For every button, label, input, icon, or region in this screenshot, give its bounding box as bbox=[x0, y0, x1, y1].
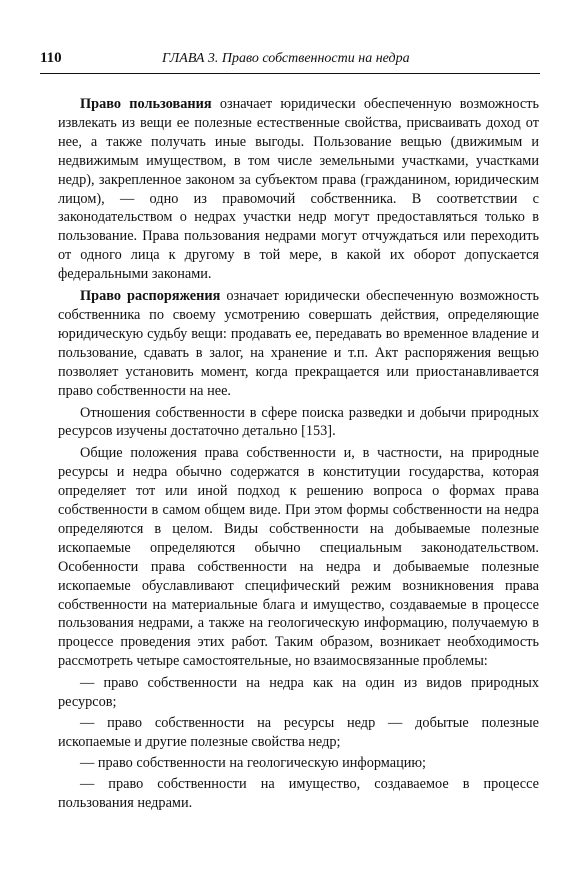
paragraph-disposal-right bbox=[58, 287, 539, 400]
list-item: — право собственности на имущество, создаваемое в процессе пользования недрами. bbox=[58, 775, 539, 811]
running-head: ГЛАВА 3. Право собственности на недра bbox=[162, 51, 410, 66]
term-usage-right: Право пользования bbox=[80, 96, 212, 112]
page-number: 110 bbox=[40, 50, 62, 66]
page-header bbox=[40, 50, 540, 70]
list-item: — право собственности на геологическую информацию; bbox=[80, 754, 427, 771]
body-text bbox=[58, 95, 539, 815]
paragraph-text: означает юридически обеспеченную возможность собственника по своему усмотрению совершать действия, определяющие юридическую судьбу вещи: продавать ее, передавать во временное владение и пользование, сдавать в залог, на хранение и т.п. Акт распоряжения вещью позволяет установить момент, когда прекращается или приостанавливается право собственности на нее. bbox=[58, 288, 539, 399]
paragraph-text: означает юридически обеспеченную возможность извлекать из вещи ее полезные естественные свойства, присваивать доход от нее, а также получать иные выгоды. Пользование вещью (движимым и недвижимым имуществом, в том числе земельными участками, участками недр), закрепленное законом за субъектом права (гражданином, юридическим лицом), — одно из правомочий собственника. В соответствии с законодательством о недрах участки недр могут предоставляться только в пользование. Права пользования недрами могут отчуждаться или переходить от одного лица к другому в той мере, в какой их оборот допускается федеральными законами. bbox=[58, 96, 539, 283]
paragraph-property-relations: Отношения собственности в сфере поиска разведки и добычи природных ресурсов изучены достаточно детально [153]. bbox=[58, 404, 539, 440]
paragraph-usage-right bbox=[58, 95, 539, 284]
list-item: — право собственности на недра как на один из видов природных ресурсов; bbox=[58, 675, 539, 711]
paragraph-general-provisions: Общие положения права собственности и, в частности, на природные ресурсы и недра обычно содержатся в конституции государства, которая определяет тот или иной подход к решению вопроса о формах права собственности в самом общем виде. При этом формы собственности на недра определяются в целом. Виды собственности на добываемые полезные ископаемые определяются обычно специальным законодательством. Особенности права собственности на недра и добываемые полезные ископаемые обуславливают специфический режим возникновения права собственности на материальные блага и имущество, создаваемые в процессе пользования недрами, а также на геологическую информацию, получаемую в процессе проведения этих работ. Таким образом, возникает необходимость рассмотреть четыре самостоятельные, но взаимосвязанные проблемы: bbox=[58, 445, 539, 670]
term-disposal-right: Право распоряжения bbox=[80, 288, 221, 305]
list-item: — право собственности на ресурсы недр — добытые полезные ископаемые и другие полезные свойства недр; bbox=[58, 715, 539, 750]
header-rule bbox=[40, 73, 540, 74]
